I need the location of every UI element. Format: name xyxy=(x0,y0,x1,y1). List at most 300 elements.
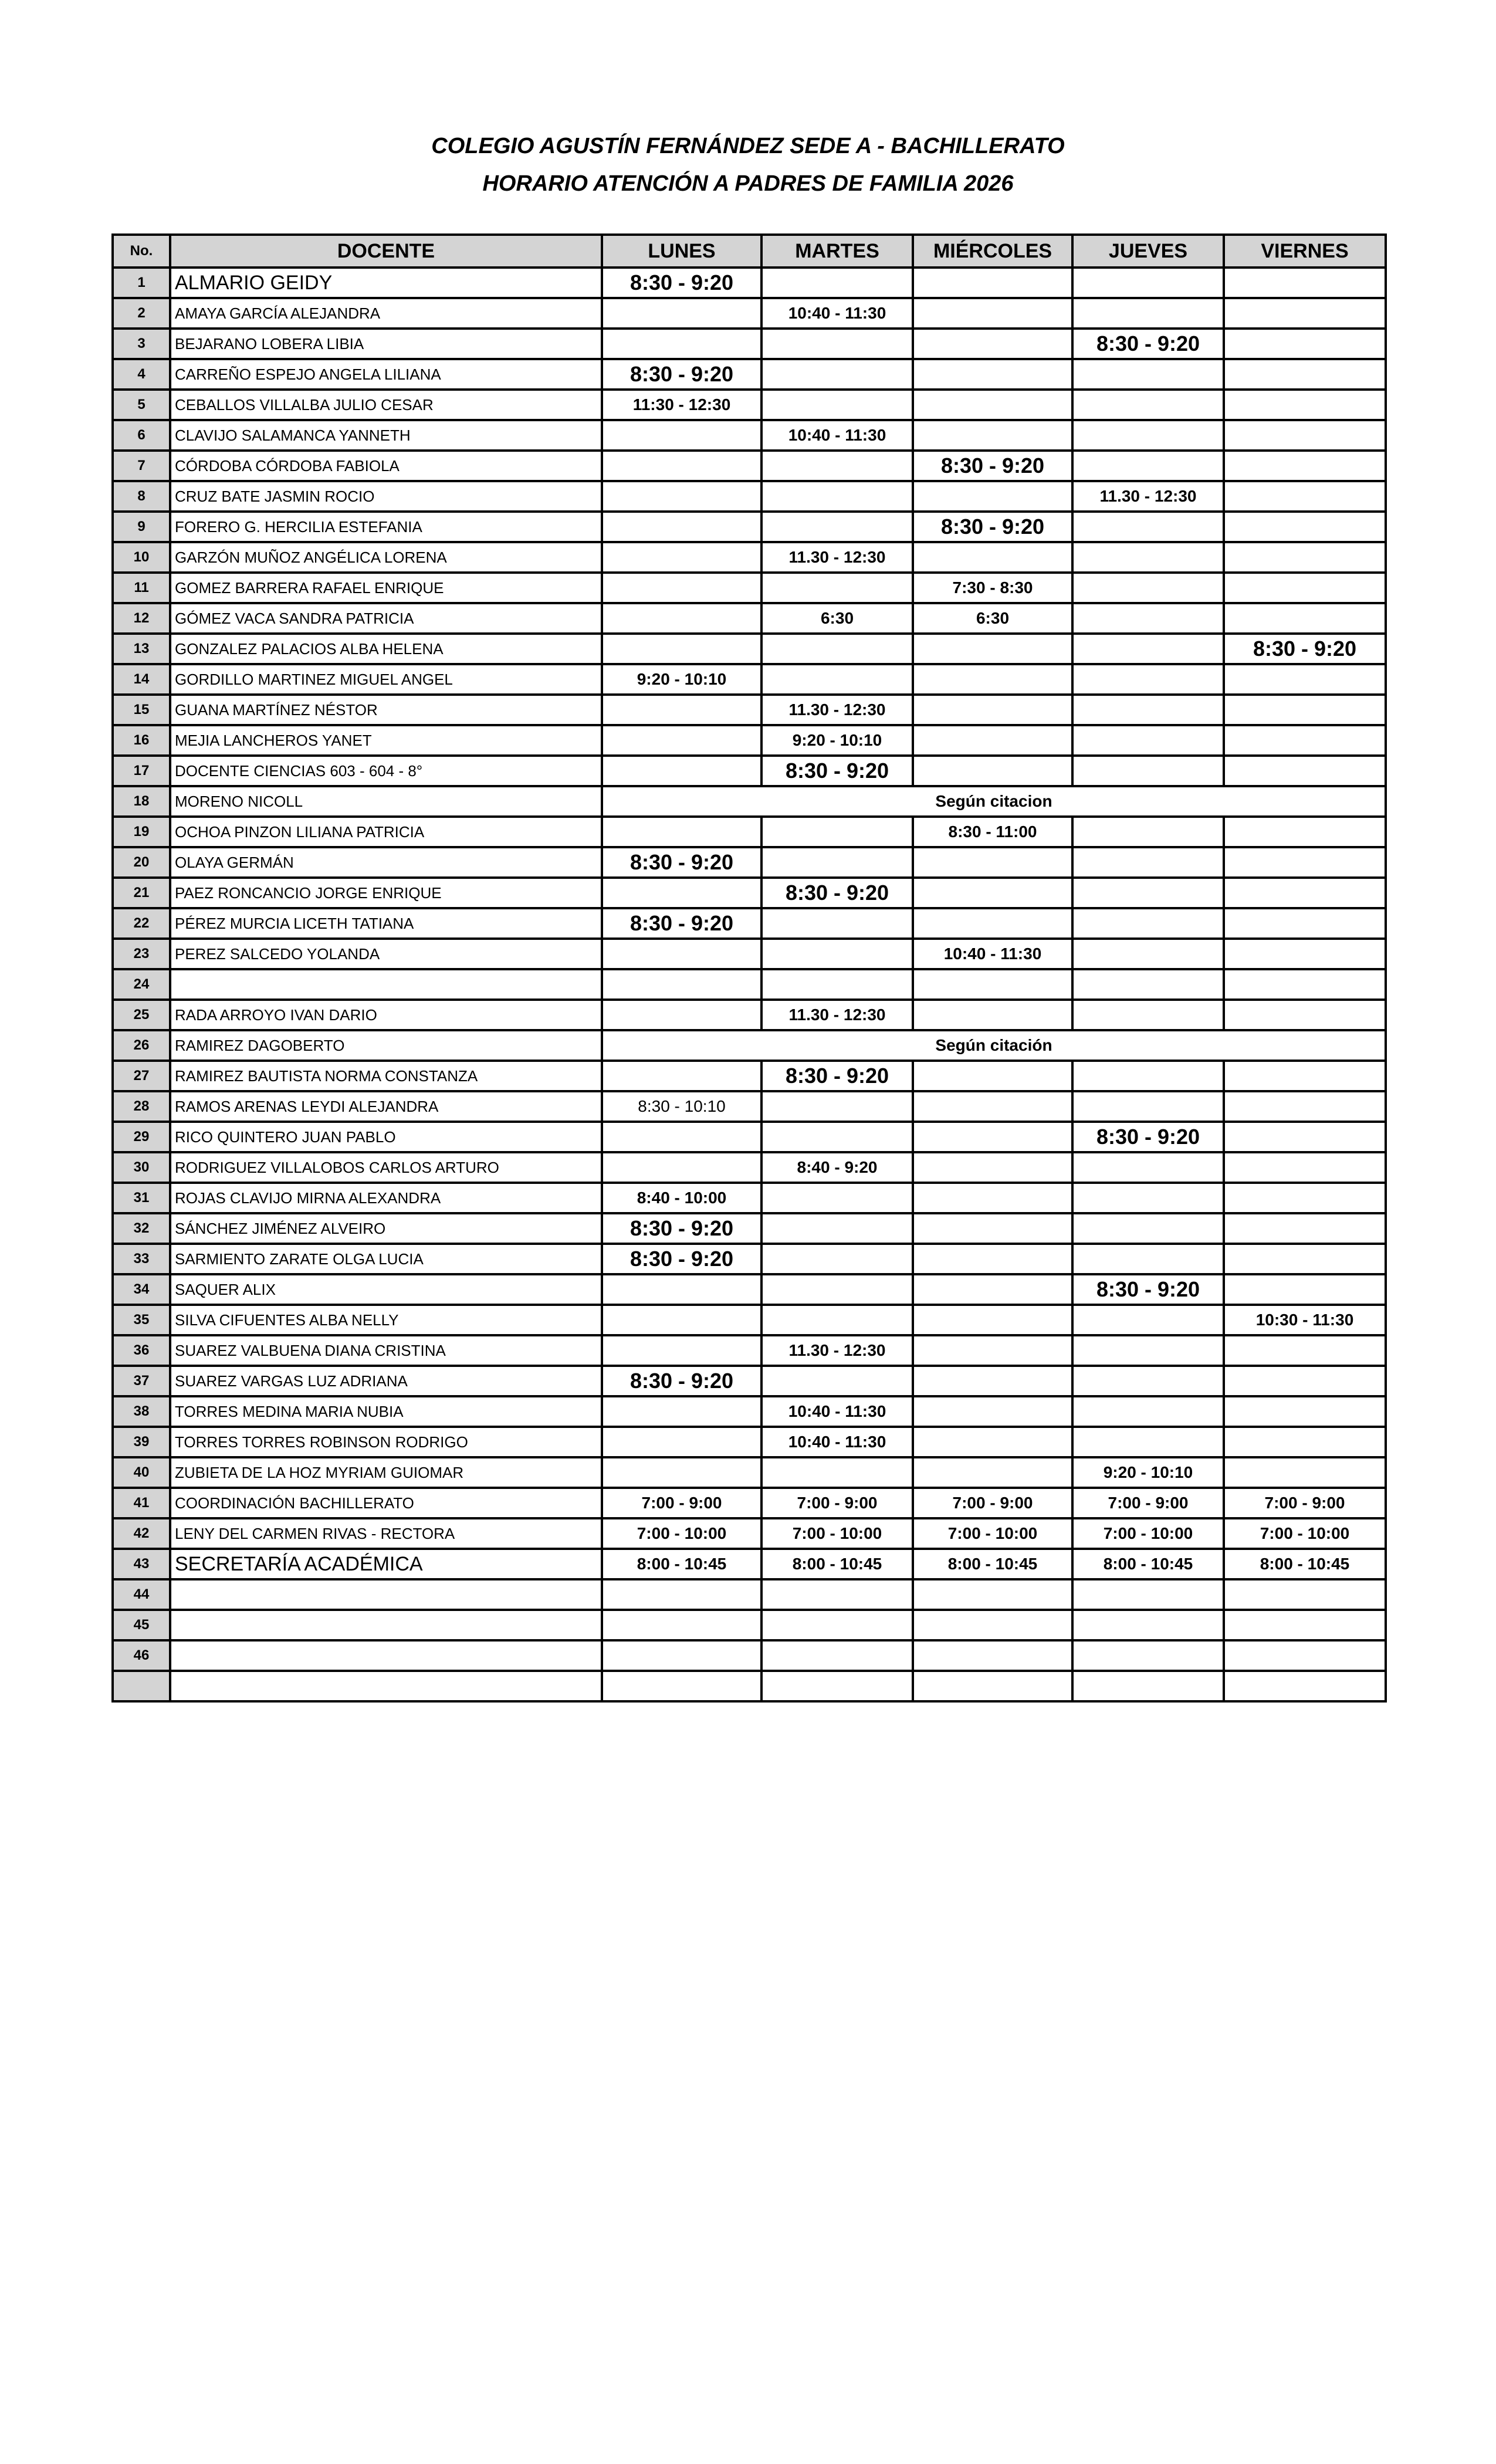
time-cell-miercoles: 8:30 - 9:20 xyxy=(913,512,1072,542)
teacher-name: CRUZ BATE JASMIN ROCIO xyxy=(170,481,602,512)
table-row xyxy=(113,878,1386,908)
time-cell-miercoles xyxy=(913,878,1072,908)
table-row xyxy=(113,786,1386,817)
time-cell-miercoles xyxy=(913,634,1072,664)
table-row xyxy=(113,1366,1386,1396)
time-cell-jueves xyxy=(1072,969,1224,1000)
teacher-name: SARMIENTO ZARATE OLGA LUCIA xyxy=(170,1244,602,1274)
time-cell-lunes xyxy=(602,1427,761,1457)
teacher-name: SÁNCHEZ JIMÉNEZ ALVEIRO xyxy=(170,1213,602,1244)
time-cell-miercoles xyxy=(913,481,1072,512)
time-cell-miercoles xyxy=(913,1579,1072,1610)
teacher-name xyxy=(170,1610,602,1640)
teacher-name: RAMOS ARENAS LEYDI ALEJANDRA xyxy=(170,1091,602,1122)
teacher-name: GORDILLO MARTINEZ MIGUEL ANGEL xyxy=(170,664,602,695)
table-row xyxy=(113,481,1386,512)
time-cell-lunes xyxy=(602,1610,761,1640)
time-cell-martes xyxy=(761,359,913,390)
teacher-name: GUANA MARTÍNEZ NÉSTOR xyxy=(170,695,602,725)
time-cell-martes: 8:30 - 9:20 xyxy=(761,756,913,786)
teacher-name: TORRES TORRES ROBINSON RODRIGO xyxy=(170,1427,602,1457)
time-cell-miercoles xyxy=(913,329,1072,359)
time-cell-lunes xyxy=(602,542,761,573)
teacher-name xyxy=(170,969,602,1000)
time-cell-lunes xyxy=(602,817,761,847)
row-number: 43 xyxy=(113,1549,170,1579)
time-cell-lunes xyxy=(602,756,761,786)
time-cell-miercoles: 7:00 - 9:00 xyxy=(913,1488,1072,1518)
teacher-name: OCHOA PINZON LILIANA PATRICIA xyxy=(170,817,602,847)
teacher-name: RODRIGUEZ VILLALOBOS CARLOS ARTURO xyxy=(170,1152,602,1183)
row-number: 7 xyxy=(113,451,170,481)
time-cell-viernes xyxy=(1224,451,1386,481)
teacher-name: SILVA CIFUENTES ALBA NELLY xyxy=(170,1305,602,1335)
time-cell-viernes xyxy=(1224,1152,1386,1183)
table-row xyxy=(113,969,1386,1000)
time-cell-lunes xyxy=(602,1305,761,1335)
table-row xyxy=(113,908,1386,939)
time-cell-lunes xyxy=(602,1579,761,1610)
time-cell-lunes xyxy=(602,695,761,725)
table-row xyxy=(113,1579,1386,1610)
teacher-name: CÓRDOBA CÓRDOBA FABIOLA xyxy=(170,451,602,481)
row-number: 16 xyxy=(113,725,170,756)
row-number: 34 xyxy=(113,1274,170,1305)
table-row xyxy=(113,1457,1386,1488)
row-number: 24 xyxy=(113,969,170,1000)
row-number: 33 xyxy=(113,1244,170,1274)
time-cell-miercoles xyxy=(913,1671,1072,1701)
table-row xyxy=(113,1244,1386,1274)
time-cell-lunes xyxy=(602,451,761,481)
table-row xyxy=(113,1671,1386,1701)
time-cell-viernes xyxy=(1224,329,1386,359)
table-row xyxy=(113,664,1386,695)
time-cell-miercoles xyxy=(913,1091,1072,1122)
time-cell-jueves xyxy=(1072,1610,1224,1640)
time-cell-lunes: 8:30 - 9:20 xyxy=(602,1213,761,1244)
row-number: 28 xyxy=(113,1091,170,1122)
teacher-name: CARREÑO ESPEJO ANGELA LILIANA xyxy=(170,359,602,390)
time-cell-miercoles xyxy=(913,847,1072,878)
time-cell-viernes xyxy=(1224,1610,1386,1640)
row-number: 4 xyxy=(113,359,170,390)
time-cell-martes: 7:00 - 10:00 xyxy=(761,1518,913,1549)
time-cell-martes: 11.30 - 12:30 xyxy=(761,1335,913,1366)
time-cell-martes xyxy=(761,390,913,420)
time-cell-martes: 10:40 - 11:30 xyxy=(761,1427,913,1457)
time-cell-miercoles xyxy=(913,1396,1072,1427)
time-cell-jueves xyxy=(1072,939,1224,969)
time-cell-jueves xyxy=(1072,1305,1224,1335)
time-cell-jueves xyxy=(1072,695,1224,725)
time-cell-viernes xyxy=(1224,908,1386,939)
row-number: 8 xyxy=(113,481,170,512)
time-cell-lunes xyxy=(602,1274,761,1305)
time-cell-lunes xyxy=(602,1457,761,1488)
time-cell-jueves: 11.30 - 12:30 xyxy=(1072,481,1224,512)
table-row xyxy=(113,695,1386,725)
time-cell-miercoles xyxy=(913,969,1072,1000)
time-cell-jueves xyxy=(1072,1427,1224,1457)
row-number: 39 xyxy=(113,1427,170,1457)
teacher-name: PEREZ SALCEDO YOLANDA xyxy=(170,939,602,969)
time-cell-martes: 11.30 - 12:30 xyxy=(761,542,913,573)
time-cell-viernes xyxy=(1224,359,1386,390)
time-cell-jueves xyxy=(1072,664,1224,695)
time-cell-lunes: 8:30 - 9:20 xyxy=(602,268,761,298)
time-cell-miercoles xyxy=(913,542,1072,573)
time-cell-martes xyxy=(761,1183,913,1213)
time-cell-lunes: 11:30 - 12:30 xyxy=(602,390,761,420)
time-cell-martes xyxy=(761,939,913,969)
row-number xyxy=(113,1671,170,1701)
time-cell-lunes xyxy=(602,420,761,451)
time-cell-jueves xyxy=(1072,756,1224,786)
time-cell-lunes xyxy=(602,1640,761,1671)
time-cell-viernes xyxy=(1224,390,1386,420)
time-cell-jueves xyxy=(1072,1640,1224,1671)
time-cell-jueves xyxy=(1072,1183,1224,1213)
row-number: 21 xyxy=(113,878,170,908)
row-number: 30 xyxy=(113,1152,170,1183)
time-cell-miercoles xyxy=(913,1061,1072,1091)
teacher-name: RAMIREZ DAGOBERTO xyxy=(170,1030,602,1061)
time-cell-lunes: 8:30 - 9:20 xyxy=(602,847,761,878)
teacher-name: RAMIREZ BAUTISTA NORMA CONSTANZA xyxy=(170,1061,602,1091)
table-row xyxy=(113,390,1386,420)
time-cell-miercoles xyxy=(913,1335,1072,1366)
table-row xyxy=(113,1305,1386,1335)
teacher-name: SECRETARÍA ACADÉMICA xyxy=(170,1549,602,1579)
time-cell-miercoles xyxy=(913,1610,1072,1640)
time-cell-martes xyxy=(761,1457,913,1488)
row-number: 3 xyxy=(113,329,170,359)
table-row xyxy=(113,1091,1386,1122)
teacher-name: COORDINACIÓN BACHILLERATO xyxy=(170,1488,602,1518)
teacher-name: ALMARIO GEIDY xyxy=(170,268,602,298)
teacher-name: DOCENTE CIENCIAS 603 - 604 - 8° xyxy=(170,756,602,786)
table-row xyxy=(113,573,1386,603)
time-cell-martes xyxy=(761,847,913,878)
time-cell-lunes xyxy=(602,603,761,634)
row-number: 22 xyxy=(113,908,170,939)
time-cell-jueves: 9:20 - 10:10 xyxy=(1072,1457,1224,1488)
time-cell-martes xyxy=(761,1366,913,1396)
table-row xyxy=(113,1122,1386,1152)
time-cell-viernes: 8:30 - 9:20 xyxy=(1224,634,1386,664)
time-cell-viernes xyxy=(1224,1366,1386,1396)
time-cell-jueves xyxy=(1072,817,1224,847)
time-cell-lunes xyxy=(602,1396,761,1427)
time-cell-viernes xyxy=(1224,1640,1386,1671)
header-miercoles: MIÉRCOLES xyxy=(913,235,1072,268)
table-row xyxy=(113,1274,1386,1305)
table-row xyxy=(113,634,1386,664)
time-cell-viernes xyxy=(1224,512,1386,542)
header-lunes: LUNES xyxy=(602,235,761,268)
table-row xyxy=(113,1183,1386,1213)
time-cell-martes xyxy=(761,481,913,512)
time-cell-viernes xyxy=(1224,1061,1386,1091)
time-cell-miercoles xyxy=(913,1305,1072,1335)
time-cell-martes: 10:40 - 11:30 xyxy=(761,1396,913,1427)
time-cell-viernes xyxy=(1224,573,1386,603)
time-cell-jueves xyxy=(1072,1091,1224,1122)
time-cell-martes xyxy=(761,664,913,695)
time-cell-lunes xyxy=(602,573,761,603)
time-cell-jueves xyxy=(1072,1579,1224,1610)
teacher-name: ROJAS CLAVIJO MIRNA ALEXANDRA xyxy=(170,1183,602,1213)
row-number: 2 xyxy=(113,298,170,329)
table-row xyxy=(113,298,1386,329)
time-cell-viernes xyxy=(1224,664,1386,695)
table-row xyxy=(113,1610,1386,1640)
time-cell-lunes: 8:30 - 9:20 xyxy=(602,359,761,390)
time-cell-jueves xyxy=(1072,1152,1224,1183)
time-cell-viernes xyxy=(1224,725,1386,756)
time-cell-jueves: 8:30 - 9:20 xyxy=(1072,1274,1224,1305)
row-number: 31 xyxy=(113,1183,170,1213)
time-cell-lunes: 8:40 - 10:00 xyxy=(602,1183,761,1213)
time-cell-martes xyxy=(761,1274,913,1305)
header-jueves: JUEVES xyxy=(1072,235,1224,268)
teacher-name: SAQUER ALIX xyxy=(170,1274,602,1305)
teacher-name: ZUBIETA DE LA HOZ MYRIAM GUIOMAR xyxy=(170,1457,602,1488)
row-number: 19 xyxy=(113,817,170,847)
time-cell-viernes xyxy=(1224,1671,1386,1701)
time-cell-viernes xyxy=(1224,1122,1386,1152)
teacher-name: CEBALLOS VILLALBA JULIO CESAR xyxy=(170,390,602,420)
table-row xyxy=(113,1549,1386,1579)
teacher-name: FORERO G. HERCILIA ESTEFANIA xyxy=(170,512,602,542)
teacher-name: MORENO NICOLL xyxy=(170,786,602,817)
table-row xyxy=(113,1152,1386,1183)
row-number: 27 xyxy=(113,1061,170,1091)
table-header-row xyxy=(113,235,1386,268)
teacher-name: GONZALEZ PALACIOS ALBA HELENA xyxy=(170,634,602,664)
time-cell-viernes xyxy=(1224,603,1386,634)
row-number: 5 xyxy=(113,390,170,420)
time-cell-martes: 11.30 - 12:30 xyxy=(761,695,913,725)
time-cell-martes xyxy=(761,573,913,603)
table-row xyxy=(113,1396,1386,1427)
time-cell-lunes xyxy=(602,481,761,512)
time-cell-miercoles xyxy=(913,1274,1072,1305)
table-row xyxy=(113,1061,1386,1091)
teacher-name: GARZÓN MUÑOZ ANGÉLICA LORENA xyxy=(170,542,602,573)
teacher-name: GÓMEZ VACA SANDRA PATRICIA xyxy=(170,603,602,634)
time-cell-viernes: 7:00 - 10:00 xyxy=(1224,1518,1386,1549)
row-number: 41 xyxy=(113,1488,170,1518)
row-number: 42 xyxy=(113,1518,170,1549)
row-number: 23 xyxy=(113,939,170,969)
teacher-name: PAEZ RONCANCIO JORGE ENRIQUE xyxy=(170,878,602,908)
table-row xyxy=(113,359,1386,390)
row-number: 13 xyxy=(113,634,170,664)
time-cell-martes: 8:30 - 9:20 xyxy=(761,1061,913,1091)
time-cell-jueves xyxy=(1072,1061,1224,1091)
time-cell-miercoles xyxy=(913,664,1072,695)
time-cell-jueves xyxy=(1072,573,1224,603)
table-row xyxy=(113,939,1386,969)
time-cell-lunes xyxy=(602,634,761,664)
time-cell-lunes: 8:00 - 10:45 xyxy=(602,1549,761,1579)
table-row xyxy=(113,756,1386,786)
time-cell-lunes: 8:30 - 9:20 xyxy=(602,1366,761,1396)
time-cell-martes xyxy=(761,512,913,542)
time-cell-miercoles: 7:30 - 8:30 xyxy=(913,573,1072,603)
time-cell-viernes xyxy=(1224,817,1386,847)
time-cell-jueves xyxy=(1072,268,1224,298)
table-row xyxy=(113,1213,1386,1244)
table-row xyxy=(113,1030,1386,1061)
schedule-table xyxy=(111,233,1387,1703)
time-cell-viernes: 8:00 - 10:45 xyxy=(1224,1549,1386,1579)
time-cell-martes xyxy=(761,1091,913,1122)
time-cell-jueves: 8:00 - 10:45 xyxy=(1072,1549,1224,1579)
teacher-name: RADA ARROYO IVAN DARIO xyxy=(170,1000,602,1030)
schedule-note: Según citación xyxy=(602,1030,1386,1061)
time-cell-viernes xyxy=(1224,1274,1386,1305)
document-title: COLEGIO AGUSTÍN FERNÁNDEZ SEDE A - BACHILLERATO xyxy=(431,134,1065,158)
row-number: 6 xyxy=(113,420,170,451)
table-row xyxy=(113,1000,1386,1030)
time-cell-viernes: 7:00 - 9:00 xyxy=(1224,1488,1386,1518)
teacher-name: OLAYA GERMÁN xyxy=(170,847,602,878)
time-cell-viernes xyxy=(1224,542,1386,573)
time-cell-miercoles xyxy=(913,695,1072,725)
time-cell-miercoles xyxy=(913,1457,1072,1488)
time-cell-viernes xyxy=(1224,481,1386,512)
time-cell-martes xyxy=(761,329,913,359)
time-cell-lunes xyxy=(602,1335,761,1366)
row-number: 40 xyxy=(113,1457,170,1488)
time-cell-viernes: 10:30 - 11:30 xyxy=(1224,1305,1386,1335)
table-row xyxy=(113,1518,1386,1549)
time-cell-lunes xyxy=(602,512,761,542)
table-row xyxy=(113,1488,1386,1518)
time-cell-jueves: 7:00 - 10:00 xyxy=(1072,1518,1224,1549)
header-martes: MARTES xyxy=(761,235,913,268)
row-number: 12 xyxy=(113,603,170,634)
teacher-name: MEJIA LANCHEROS YANET xyxy=(170,725,602,756)
time-cell-martes: 8:40 - 9:20 xyxy=(761,1152,913,1183)
time-cell-lunes: 9:20 - 10:10 xyxy=(602,664,761,695)
time-cell-miercoles xyxy=(913,1000,1072,1030)
time-cell-jueves xyxy=(1072,359,1224,390)
row-number: 14 xyxy=(113,664,170,695)
time-cell-lunes: 8:30 - 9:20 xyxy=(602,908,761,939)
time-cell-miercoles xyxy=(913,1427,1072,1457)
time-cell-miercoles: 8:00 - 10:45 xyxy=(913,1549,1072,1579)
time-cell-martes: 11.30 - 12:30 xyxy=(761,1000,913,1030)
teacher-name: AMAYA GARCÍA ALEJANDRA xyxy=(170,298,602,329)
time-cell-viernes xyxy=(1224,268,1386,298)
teacher-name: GOMEZ BARRERA RAFAEL ENRIQUE xyxy=(170,573,602,603)
time-cell-miercoles: 10:40 - 11:30 xyxy=(913,939,1072,969)
teacher-name: PÉREZ MURCIA LICETH TATIANA xyxy=(170,908,602,939)
table-row xyxy=(113,1335,1386,1366)
time-cell-jueves xyxy=(1072,390,1224,420)
time-cell-viernes xyxy=(1224,1579,1386,1610)
table-row xyxy=(113,420,1386,451)
time-cell-martes xyxy=(761,634,913,664)
time-cell-miercoles: 8:30 - 9:20 xyxy=(913,451,1072,481)
time-cell-viernes xyxy=(1224,878,1386,908)
time-cell-martes xyxy=(761,1640,913,1671)
time-cell-martes: 8:00 - 10:45 xyxy=(761,1549,913,1579)
row-number: 44 xyxy=(113,1579,170,1610)
time-cell-martes xyxy=(761,1213,913,1244)
time-cell-jueves xyxy=(1072,878,1224,908)
time-cell-viernes xyxy=(1224,939,1386,969)
time-cell-miercoles xyxy=(913,1213,1072,1244)
row-number: 45 xyxy=(113,1610,170,1640)
schedule-note: Según citacion xyxy=(602,786,1386,817)
time-cell-lunes xyxy=(602,1671,761,1701)
row-number: 9 xyxy=(113,512,170,542)
time-cell-martes: 10:40 - 11:30 xyxy=(761,420,913,451)
time-cell-jueves xyxy=(1072,420,1224,451)
teacher-name xyxy=(170,1640,602,1671)
time-cell-jueves xyxy=(1072,1335,1224,1366)
time-cell-miercoles: 6:30 xyxy=(913,603,1072,634)
time-cell-lunes: 8:30 - 9:20 xyxy=(602,1244,761,1274)
time-cell-miercoles xyxy=(913,268,1072,298)
row-number: 37 xyxy=(113,1366,170,1396)
table-row xyxy=(113,603,1386,634)
row-number: 35 xyxy=(113,1305,170,1335)
table-row xyxy=(113,512,1386,542)
time-cell-martes xyxy=(761,268,913,298)
time-cell-martes: 8:30 - 9:20 xyxy=(761,878,913,908)
time-cell-lunes: 8:30 - 10:10 xyxy=(602,1091,761,1122)
time-cell-miercoles: 7:00 - 10:00 xyxy=(913,1518,1072,1549)
time-cell-miercoles xyxy=(913,725,1072,756)
time-cell-viernes xyxy=(1224,1396,1386,1427)
row-number: 32 xyxy=(113,1213,170,1244)
row-number: 18 xyxy=(113,786,170,817)
header-docente: DOCENTE xyxy=(170,235,602,268)
teacher-name xyxy=(170,1671,602,1701)
time-cell-martes xyxy=(761,969,913,1000)
time-cell-martes xyxy=(761,451,913,481)
time-cell-martes: 6:30 xyxy=(761,603,913,634)
time-cell-jueves: 8:30 - 9:20 xyxy=(1072,1122,1224,1152)
document-subtitle: HORARIO ATENCIÓN A PADRES DE FAMILIA 2026 xyxy=(482,171,1014,196)
row-number: 26 xyxy=(113,1030,170,1061)
time-cell-jueves xyxy=(1072,1244,1224,1274)
time-cell-martes xyxy=(761,1579,913,1610)
time-cell-viernes xyxy=(1224,1244,1386,1274)
time-cell-martes xyxy=(761,908,913,939)
teacher-name: TORRES MEDINA MARIA NUBIA xyxy=(170,1396,602,1427)
time-cell-lunes xyxy=(602,969,761,1000)
row-number: 38 xyxy=(113,1396,170,1427)
time-cell-lunes xyxy=(602,725,761,756)
header-viernes: VIERNES xyxy=(1224,235,1386,268)
row-number: 15 xyxy=(113,695,170,725)
time-cell-lunes xyxy=(602,1000,761,1030)
time-cell-jueves xyxy=(1072,847,1224,878)
table-row xyxy=(113,1427,1386,1457)
table-row xyxy=(113,268,1386,298)
table-row xyxy=(113,847,1386,878)
time-cell-jueves: 8:30 - 9:20 xyxy=(1072,329,1224,359)
time-cell-jueves xyxy=(1072,512,1224,542)
time-cell-miercoles xyxy=(913,1244,1072,1274)
